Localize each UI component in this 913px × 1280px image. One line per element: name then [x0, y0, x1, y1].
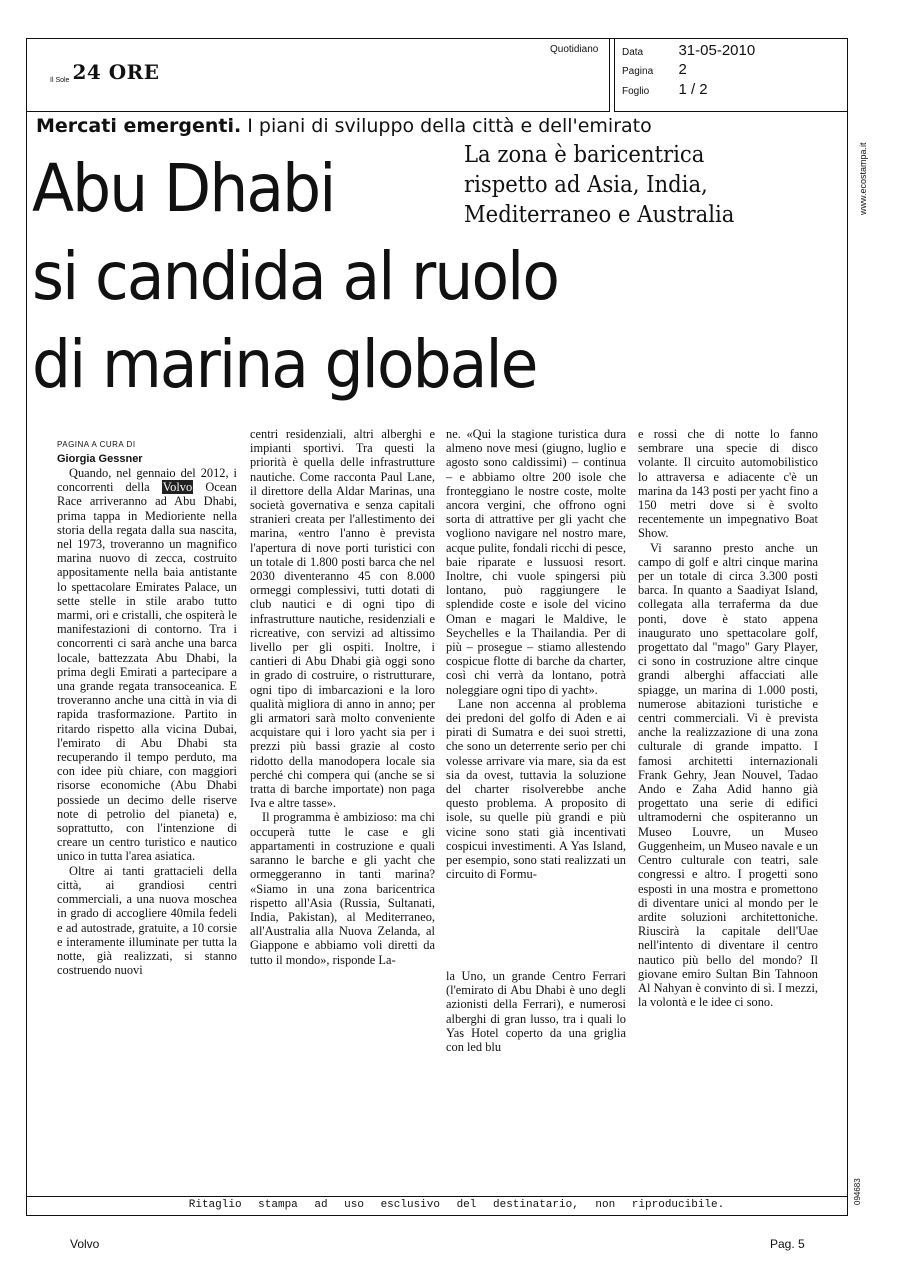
kicker — [36, 115, 652, 137]
side-url — [858, 120, 872, 215]
meta-key: Data — [622, 47, 644, 58]
headline-line: si candida al ruolo — [32, 238, 559, 315]
frequency-label: Quotidiano — [550, 44, 599, 55]
meta-value: 1 / 2 — [678, 81, 708, 98]
meta-key: Foglio — [622, 86, 650, 97]
article-column-3-lower — [446, 969, 626, 1054]
paragraph-text: Ocean Race arriveranno ad Abu Dhabi, prima tappa in Medioriente nella storia della regata dalla sua nascita, nel 1973, troveranno un magnifico marina nuovo di zecca, costruito appositamente nella baia antistante lo spettacolare Emirates Palace, un sette stelle in stile arabo tutto marmi, ori e cristalli, che ospiterà le manifestazioni di contorno. Tra i concorrenti ci sarà anche una barca locale, battezzata Abu Dhabi, la prima degli Emirati a partecipare a una grande regata transoceanica. E troveranno anche una città in via di rapida trasformazione. Partito in ritardo rispetto alla vicina Dubai, l'emirato di Abu Dhabi sta recuperando il tempo perduto, ma con idee più chiare, con maggiori risorse economiche (Abu Dhabi possiede un decimo delle riserve note di petrolio del pianeta) e, soprattutto, con l'intenzione di creare un centro turistico e nautico unico in tutta l'area asiatica. — [57, 480, 237, 864]
article-column-3 — [446, 427, 626, 882]
paragraph — [57, 466, 237, 864]
subheadline-line: La zona è baricentrica — [464, 142, 705, 168]
headline-line: di marina globale — [32, 326, 537, 403]
meta-value: 31-05-2010 — [678, 42, 756, 59]
subheadline — [464, 140, 734, 230]
newspaper-logo — [50, 60, 160, 84]
subheadline-line: Mediterraneo e Australia — [464, 202, 735, 228]
footer-divider — [26, 1196, 848, 1197]
paragraph-text: Quando, nel gennaio del 2012, i concorrenti della — [57, 466, 237, 495]
highlighted-keyword: Volvo — [162, 480, 193, 495]
article-column-2 — [250, 427, 435, 967]
paragraph: Vi saranno presto anche un campo di golf e altri cinque marina per un totale di circa 3.300 posti barca. In quanto a Saadiyat Island, collegata alla terraferma da due ponti, dove è stato appena inaugurato uno spettacolare golf, progettato dal "mago" Gary Player, ci sono in costruzione altre cinque grandi alberghi affacciati alle spiagge, un marina di 1.000 posti, numerose abitazioni turistiche e centri commerciali. Vi è prevista anche la realizzazione di una zona culturale di grande impatto. I famosi architetti internazionali Frank Gehry, Jean Nouvel, Tadao Ando e Zaha Adid hanno già progettato una serie di edifici ultramoderni che ospiteranno un Museo Louvre, un Museo Guggenheim, un Museo navale e un Centro culturale con teatri, sale congressi e altro. I progetti sono esposti in una mostra e promettono di diventare unici al mondo per le ardite soluzioni architettoniche. Riuscirà la capitale dell'Uae nell'intento di diventare il centro nautico più bello del mondo? Il giovane emiro Sultan Bin Tahnoon Al Nahyan è convinto di sì. I mezzi, la volontà e le idee ci sono. — [638, 540, 818, 1010]
subheadline-line: rispetto ad Asia, India, — [464, 172, 708, 198]
footer-note: Ritaglio stampa ad uso esclusivo del destinatario, non riproducibile. — [188, 1199, 725, 1211]
logo-big-text: 24 ORE — [72, 60, 160, 84]
meta-sheet-row — [622, 81, 708, 99]
byline-label: PAGINA A CURA DI — [57, 440, 136, 449]
meta-key: Pagina — [622, 66, 654, 77]
kicker-bold: Mercati emergenti. — [36, 115, 242, 137]
page-number: Pag. 5 — [770, 1237, 805, 1251]
kicker-rest: I piani di sviluppo della città e dell'emirato — [247, 115, 652, 137]
meta-page-row — [622, 61, 687, 79]
side-code-text: 094683 — [853, 1178, 862, 1205]
byline-name: Giorgia Gessner — [57, 453, 143, 465]
paragraph: Lane non accenna al problema dei predoni del golfo di Aden e ai pirati di Sumatra e dei suoi stretti, che sono un deterrente serio per chi volesse arrivare via mare, sia da est sia da ovest, tuttavia la soluzione del charter risolverebbe anche questo problema. A proposito di isole, su quelle più grandi e più vicine sono stati già incentivati cospicui investimenti. A Yas Island, per esempio, sono stati realizzati un circuito di Formu- — [446, 696, 626, 882]
paragraph: ne. «Qui la stagione turistica dura almeno nove mesi (giugno, luglio e agosto sono caldissimi) – continua – e abbiamo oltre 200 isole che fronteggiano le nostre coste, molte ancora vergini, che offrono ogni sorta di attrattive per gli yacht che vogliono navigare nel nostro mare, acque pulite, fondali ricchi di pesce, baie riparate e lussuosi resort. Inoltre, chi vuole spingersi più lontano, può raggiungere le splendide coste e isole del vicino Oman e magari le Maldive, le Seychelles e la Thailandia. Per di più – prosegue – stiamo allestendo cospicue flotte di barche da charter, così chi verrà da lontano, potrà noleggiare ogni tipo di yacht». — [446, 427, 626, 697]
paragraph: Il programma è ambizioso: ma chi occuperà tutte le case e gli appartamenti in costruzione e quali saranno le barche e gli yacht che ormeggeranno in tanti marina? «Siamo in una zona baricentrica rispetto all'Asia (Russia, Sultanati, India, Pakistan), al Mediterraneo, all'Australia alla Nuova Zelanda, al Giappone e abbiamo voli diretti da tutto il mondo», risponde La- — [250, 810, 435, 967]
headline-line: Abu Dhabi — [32, 150, 335, 227]
side-url-text: www.ecostampa.it — [858, 142, 868, 215]
meta-date-row — [622, 42, 755, 60]
paragraph: centri residenziali, altri alberghi e impianti sportivi. Tra questi la priorità è quella delle infrastrutture nautiche. Come racconta Paul Lane, il direttore della Aldar Marinas, una società governativa e senza capitali stranieri creata per l'allestimento dei marina, «entro l'anno è prevista l'apertura di nove porti turistici con un totale di 1.800 posti barca che nel 2030 diventeranno 45 con 8.000 ormeggi complessivi, tutti dotati di club nautici e di ogni tipo di infrastrutture nautiche, residenziali e ricreative, con servizi ad altissimo livello per gli ospiti. Inoltre, i cantieri di Abu Dhabi già oggi sono in grado di costruire, o ristrutturare, ogni tipo di imbarcazioni e la loro qualità migliora di anno in anno; per gli armatori sarà molto conveniente acquistare qui i loro yacht sia per i prezzi più bassi grazie al costo ridotto della manodopera locale sia perché chi compera qui (anche se si tratta di barche importate) non paga Iva e altre tasse». — [250, 427, 435, 811]
paragraph: la Uno, un grande Centro Ferrari (l'emirato di Abu Dhabi è uno degli azionisti della Ferrari), e numerosi alberghi di gran lusso, tra i quali lo Yas Hotel coperto da una griglia con led blu — [446, 969, 626, 1055]
meta-value: 2 — [678, 61, 687, 78]
logo-small-text: Il Sole — [50, 77, 70, 84]
article-column-1 — [57, 466, 237, 977]
article-column-4 — [638, 427, 818, 1009]
paragraph: e rossi che di notte lo fanno sembrare una specie di disco volante. Il circuito automobilistico lo attraversa e adiacente c'è un marina da 143 posti per yacht fino a 150 metri dove si è svolto recentemente un impegnativo Boat Show. — [638, 427, 818, 541]
client-keyword: Volvo — [70, 1237, 100, 1251]
paragraph: Oltre ai tanti grattacieli della città, ai grandiosi centri commerciali, a una nuova moschea in grado di accogliere 40mila fedeli e ad autostrade, gratuite, a 10 corsie e interamente illuminate per tutta la notte, già realizzati, si stanno costruendo nuovi — [57, 863, 237, 978]
